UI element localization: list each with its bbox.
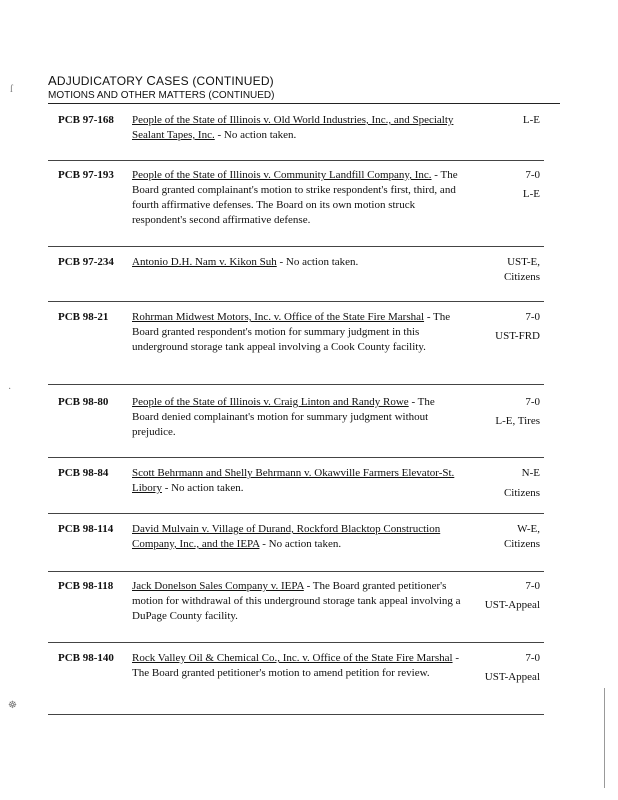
case-description (132, 255, 462, 270)
case-vote: 7-0 UST-Appeal (484, 580, 540, 611)
case-title: Scott Behrmann and Shelly Behrmann v. Okawville Farmers Elevator-St. Libory (132, 467, 455, 494)
section-title: ADJUDICATORY CASES (CONTINUED) (48, 73, 274, 88)
case-title: People of the State of Illinois v. Community Landfill Company, Inc. (132, 169, 432, 181)
case-title: David Mulvain v. Village of Durand, Rockford Blacktop Construction Company, Inc., and the IEPA (132, 523, 441, 550)
case-title: Rock Valley Oil & Chemical Co., Inc. v. Office of the State Fire Marshal (132, 652, 453, 664)
row-divider (48, 301, 544, 302)
case-description (132, 466, 462, 496)
case-title: Antonio D.H. Nam v. Kikon Suh (132, 256, 277, 268)
row-divider (48, 513, 544, 514)
case-text: - No action taken. (276, 256, 359, 268)
case-number: PCB 98-84 (58, 467, 109, 479)
row-divider (48, 457, 544, 458)
case-vote: 7-0 UST-FRD (495, 311, 540, 342)
case-vote: N-E Citizens (503, 467, 540, 499)
row-divider (48, 160, 544, 161)
case-description (132, 579, 462, 624)
case-vote: W-E, Citizens (503, 523, 540, 550)
case-number: PCB 97-168 (58, 114, 114, 126)
case-vote: L-E (522, 114, 540, 126)
case-title: People of the State of Illinois v. Old World Industries, Inc., and Specialty Sealant Tapes, Inc. (132, 114, 454, 141)
case-text: - The Board granted respondent's motion for summary judgment in this underground storage tank appeal involving a Cook County facility. (132, 311, 451, 353)
case-text: - The Board granted petitioner's motion to amend petition for review. (132, 652, 459, 679)
case-title: People of the State of Illinois v. Craig Linton and Randy Rowe (132, 396, 409, 408)
scan-edge (604, 688, 605, 788)
case-vote: 7-0 UST-Appeal (484, 652, 540, 683)
header-rule (48, 103, 560, 104)
case-description (132, 113, 462, 143)
case-number: PCB 97-234 (58, 256, 114, 268)
row-divider (48, 571, 544, 572)
case-title: Rohrman Midwest Motors, Inc. v. Office of the State Fire Marshal (132, 311, 425, 323)
row-divider (48, 642, 544, 643)
section-header (48, 73, 558, 101)
case-description (132, 168, 462, 228)
case-number: PCB 98-80 (58, 396, 109, 408)
case-text: - The Board granted petitioner's motion for withdrawal of this underground storage tank appeal involving a DuPage County facility. (132, 580, 461, 622)
row-divider (48, 714, 544, 715)
case-vote: 7-0 L-E (522, 169, 540, 200)
case-description (132, 310, 462, 355)
scan-mark: ſ (10, 84, 13, 95)
case-number: PCB 97-193 (58, 169, 114, 181)
scan-mark: · (8, 384, 12, 395)
case-number: PCB 98-140 (58, 652, 114, 664)
section-subtitle: MOTIONS AND OTHER MATTERS (CONTINUED) (48, 90, 275, 101)
case-title: Jack Donelson Sales Company v. IEPA (132, 580, 304, 592)
case-description (132, 395, 462, 440)
case-number: PCB 98-118 (58, 580, 114, 592)
case-description (132, 651, 462, 681)
case-text: - No action taken. (161, 482, 244, 494)
row-divider (48, 246, 544, 247)
case-text: - The Board denied complainant's motion for summary judgment without prejudice. (132, 396, 435, 438)
case-number: PCB 98-114 (58, 523, 114, 535)
case-text: - No action taken. (259, 538, 342, 550)
case-text: - The Board granted complainant's motion to strike respondent's first, third, and fourth affirmative defenses. The Board on its own motion struck respondent's second affirmative defense. (132, 169, 458, 226)
case-vote: 7-0 L-E, Tires (495, 396, 540, 427)
case-description (132, 522, 462, 552)
case-text: - No action taken. (214, 129, 297, 141)
row-divider (48, 384, 544, 385)
case-number: PCB 98-21 (58, 311, 109, 323)
scan-mark: ☸ (8, 700, 17, 711)
case-vote: UST-E, Citizens (503, 256, 540, 283)
